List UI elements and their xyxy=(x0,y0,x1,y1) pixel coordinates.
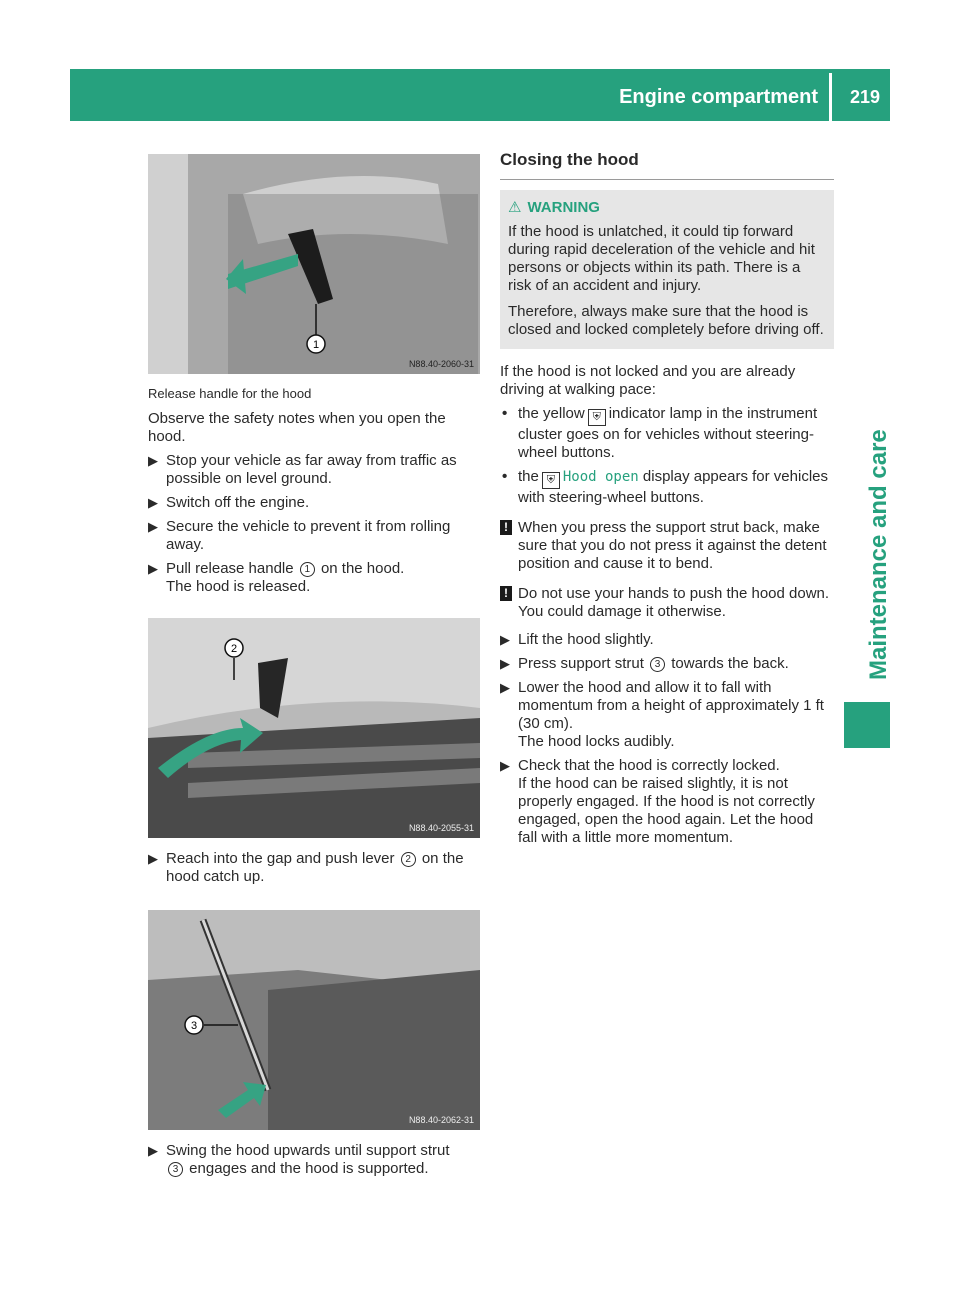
figure1-callout: 1 xyxy=(312,339,320,351)
step-stop-vehicle: ▶ Stop your vehicle as far away from traffic as possible on level ground. xyxy=(148,452,457,487)
condition-text: If the hood is not locked and you are already driving at walking pace: xyxy=(500,363,796,398)
figure-release-handle xyxy=(148,154,480,374)
hood-open-lamp-icon: ⛨ xyxy=(542,472,560,489)
note-exclamation-icon: ! xyxy=(500,586,512,601)
step-result: The hood is released. xyxy=(166,578,311,595)
step-result: If the hood can be raised slightly, it is not properly engaged. If the hood is not correctly engaged, open the hood again. Let the hood fall with a little more momentum. xyxy=(518,775,815,846)
figure-hood-lever xyxy=(148,618,480,838)
step-check-lock: ▶ Check that the hood is correctly locked. If the hood can be raised slightly, it is not properly engaged. If the hood is not correctly engaged, open the hood again. Let the hood fall with a little more momentum. xyxy=(500,757,815,846)
step-arrow-icon: ▶ xyxy=(148,519,158,534)
callout-1-icon: 1 xyxy=(300,562,315,577)
step-lower-hood: ▶ Lower the hood and allow it to fall with momentum from a height of approximately 1 ft (30 cm). The hood locks audibly. xyxy=(500,679,824,750)
note-exclamation-icon: ! xyxy=(500,520,512,535)
intro-text: Observe the safety notes when you open the hood. xyxy=(148,410,446,445)
section-side-tab xyxy=(844,300,890,700)
bullet-icon: • xyxy=(502,468,508,485)
step-pull-handle: ▶ Pull release handle 1 on the hood. The hood is released. xyxy=(148,560,405,595)
bullet-display-message: • the ⛨ Hood open display appears for vehicles with steering-wheel buttons. xyxy=(502,468,828,506)
hood-lever-illustration xyxy=(148,618,480,838)
step-arrow-icon: ▶ xyxy=(500,656,510,671)
bullet-icon: • xyxy=(502,405,508,422)
step-arrow-icon: ▶ xyxy=(500,632,510,647)
figure2-callout: 2 xyxy=(230,643,238,655)
figure2-ref: N88.40-2055-31 xyxy=(408,823,474,833)
right-column xyxy=(500,150,834,847)
figure3-callout: 3 xyxy=(190,1020,198,1032)
callout-3-icon: 3 xyxy=(650,657,665,672)
warning-text-2: Therefore, always make sure that the hood is closed and locked completely before driving off. xyxy=(508,303,824,338)
figure1-caption: Release handle for the hood xyxy=(148,386,312,401)
step-arrow-icon: ▶ xyxy=(148,1143,158,1158)
side-tab-label: Maintenance and care xyxy=(865,429,892,680)
step-arrow-icon: ▶ xyxy=(148,561,158,576)
step-push-lever: ▶ Reach into the gap and push lever 2 on the hood catch up. xyxy=(148,850,464,885)
chapter-title: Engine compartment xyxy=(619,86,818,108)
note-support-strut: ! When you press the support strut back, make sure that you do not press it against the detent position and cause it to bend. xyxy=(500,519,834,573)
warning-heading: WARNING xyxy=(527,199,600,216)
side-tab-marker xyxy=(844,702,890,748)
page-number: 219 xyxy=(849,87,880,107)
step-arrow-icon: ▶ xyxy=(500,758,510,773)
support-strut-illustration xyxy=(148,910,480,1130)
left-column xyxy=(148,154,482,1178)
display-message-hood-open: Hood open xyxy=(562,469,639,485)
step-lift-hood: ▶ Lift the hood slightly. xyxy=(500,631,654,648)
callout-3-icon: 3 xyxy=(168,1162,183,1177)
step-press-strut: ▶ Press support strut 3 towards the back. xyxy=(500,655,789,672)
bullet-indicator-lamp: • the yellow ⛨ indicator lamp in the instrument cluster goes on for vehicles without steering-wheel buttons. xyxy=(502,405,818,461)
section-title: Closing the hood xyxy=(500,150,834,180)
step-secure-vehicle: ▶ Secure the vehicle to prevent it from rolling away. xyxy=(148,518,451,553)
step-arrow-icon: ▶ xyxy=(148,453,158,468)
step-arrow-icon: ▶ xyxy=(148,495,158,510)
step-arrow-icon: ▶ xyxy=(148,851,158,866)
figure-support-strut xyxy=(148,910,480,1130)
note-hands: ! Do not use your hands to push the hood down. You could damage it otherwise. xyxy=(500,585,834,621)
step-switch-off: ▶ Switch off the engine. xyxy=(148,494,310,511)
step-result: The hood locks audibly. xyxy=(518,733,675,750)
warning-triangle-icon: ⚠ xyxy=(508,199,522,216)
figure3-ref: N88.40-2062-31 xyxy=(408,1115,474,1125)
step-swing-hood: ▶ Swing the hood upwards until support strut 3 engages and the hood is supported. xyxy=(148,1142,450,1177)
step-arrow-icon: ▶ xyxy=(500,680,510,695)
page-header xyxy=(70,69,890,121)
header-divider xyxy=(829,73,832,121)
callout-2-icon: 2 xyxy=(401,852,416,867)
figure1-ref: N88.40-2060-31 xyxy=(408,359,474,369)
hood-open-lamp-icon: ⛨ xyxy=(588,409,606,426)
warning-box xyxy=(500,190,834,349)
release-handle-illustration xyxy=(148,154,480,374)
warning-text-1: If the hood is unlatched, it could tip forward during rapid deceleration of the vehicle and hit persons or objects within its path. There is a risk of an accident and injury. xyxy=(508,223,815,294)
